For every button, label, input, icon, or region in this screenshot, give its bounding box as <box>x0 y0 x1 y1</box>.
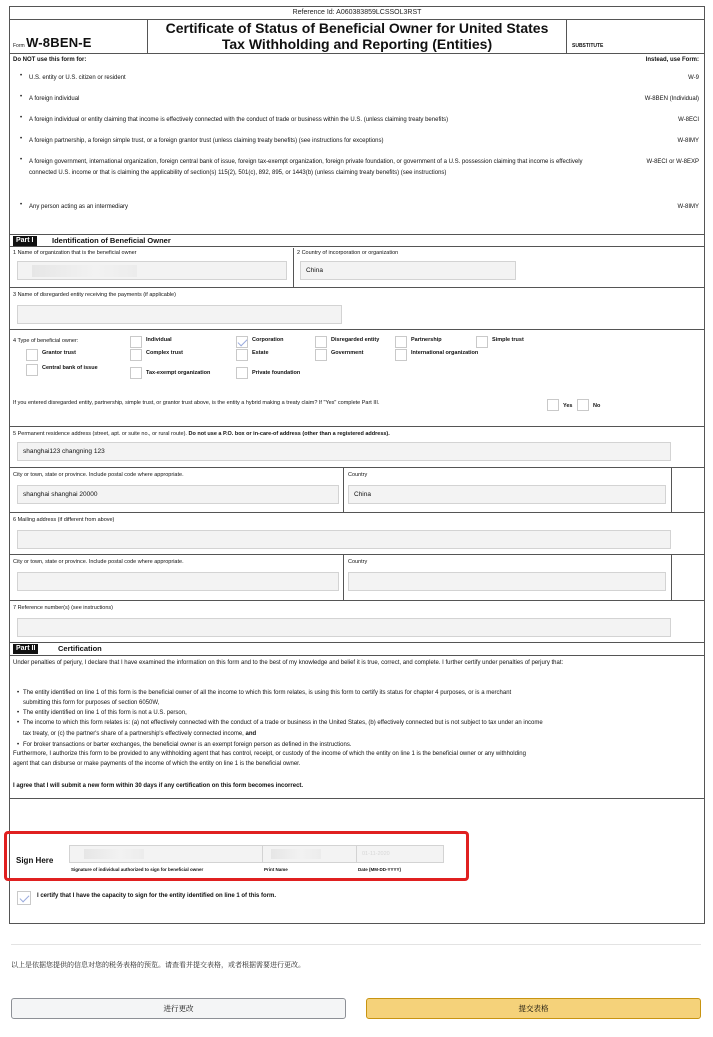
partnership-checkbox[interactable] <box>395 336 407 348</box>
instead-use-heading: Instead, use Form: <box>645 57 699 63</box>
substitute-cell <box>567 20 704 54</box>
mailing-address-field[interactable] <box>17 530 671 549</box>
line5-label: 5 Permanent residence address (street, apt. or suite no., or rural route). Do not use a P.O. box or in-care-of address (other than a registered address). <box>13 431 390 437</box>
form-header <box>10 20 704 54</box>
substitute-label: SUBSTITUTE <box>572 43 604 49</box>
line-6-city <box>10 555 704 601</box>
corporation-checkbox[interactable] <box>236 336 248 348</box>
edit-button[interactable]: 进行更改 <box>11 998 346 1019</box>
part2-header <box>10 643 704 656</box>
line4-label: 4 Type of beneficial owner: <box>13 338 79 344</box>
date-caption: Date (MM-DD-YYYY) <box>358 867 402 872</box>
city-label: City or town, state or province. Include postal code where appropriate. <box>13 472 184 478</box>
line1-label: 1 Name of organization that is the beneficial owner <box>13 250 137 256</box>
bullet-icon: • <box>20 136 23 142</box>
line-7 <box>10 601 704 643</box>
hybrid-question: If you entered disregarded entity, partnership, simple trust, or grantor trust above, is the entity a hybrid making a treaty claim? If "Yes" complete Part III. <box>13 400 380 406</box>
disregarded-entity-checkbox[interactable] <box>315 336 327 348</box>
line6-label: 6 Mailing address (if different from above) <box>13 517 115 523</box>
grantor-trust-checkbox[interactable] <box>26 349 38 361</box>
hybrid-no-checkbox[interactable] <box>577 399 589 411</box>
hybrid-yes-checkbox[interactable] <box>547 399 559 411</box>
part1-header <box>10 235 704 247</box>
estate-checkbox[interactable] <box>236 349 248 361</box>
part2-title: Certification <box>58 644 102 653</box>
simple-trust-checkbox[interactable] <box>476 336 488 348</box>
bullet-icon: • <box>20 157 23 163</box>
government-checkbox[interactable] <box>315 349 327 361</box>
organization-name-field[interactable] <box>17 261 287 280</box>
line-1-2 <box>10 248 704 288</box>
bullet-icon: • <box>17 710 20 716</box>
furthermore-a: Furthermore, I authorize this form to be provided to any withholding agent that has control, receipt, or custody of the income of which the entity on line 1 is the beneficial owner or any withholding <box>13 751 526 757</box>
bullet-icon: • <box>20 73 23 79</box>
mailing-city-field[interactable] <box>17 572 339 591</box>
country-field[interactable]: China <box>348 485 666 504</box>
line-5-city <box>10 468 704 513</box>
part2-label: Part II <box>13 644 38 654</box>
disregarded-entity-field[interactable] <box>17 305 342 324</box>
line-3 <box>10 288 704 330</box>
city-field[interactable]: shanghai shanghai 20000 <box>17 485 339 504</box>
furthermore-b: agent that can disburse or make payments of the income of which the entity on line 1 is the beneficial owner. <box>13 761 301 767</box>
line-5 <box>10 427 704 468</box>
country-of-incorporation-field[interactable]: China <box>300 261 516 280</box>
highlight-annotation <box>4 831 469 881</box>
checkmark-icon <box>238 337 248 347</box>
bullet-icon: • <box>17 720 20 726</box>
individual-checkbox[interactable] <box>130 336 142 348</box>
submit-button[interactable]: 提交表格 <box>366 998 701 1019</box>
part1-label: Part I <box>13 236 37 246</box>
country2-label: Country <box>348 559 368 565</box>
city2-label: City or town, state or province. Include postal code where appropriate. <box>13 559 184 565</box>
line3-label: 3 Name of disregarded entity receiving the payments (if applicable) <box>13 292 176 298</box>
sign-here-label: Sign Here <box>16 856 54 865</box>
capacity-statement: I certify that I have the capacity to sign for the entity identified on line 1 of this form. <box>37 893 277 899</box>
tax-exempt-checkbox[interactable] <box>130 367 142 379</box>
bullet-icon: • <box>17 690 20 696</box>
capacity-checkbox[interactable] <box>17 891 31 905</box>
form-prefix: Form <box>13 43 27 49</box>
bullet-icon: • <box>20 202 23 208</box>
reference-number-field[interactable] <box>17 618 671 637</box>
agree-statement: I agree that I will submit a new form within 30 days if any certification on this form becomes incorrect. <box>13 783 304 789</box>
form-title <box>148 20 567 54</box>
bullet-icon: • <box>20 115 23 121</box>
tax-form <box>9 6 705 924</box>
date-field[interactable]: 01-11-2020 <box>356 845 444 863</box>
do-not-use-section: Do NOT use this form for: Instead, use Form: • U.S. entity or U.S. citizen or resident W-9 • A foreign individual W-8BEN (Individual) • A foreign individual or entity claiming that income is effectively connected with the conduct of trade or business within the U.S. (unless claiming treaty benefits) W-8ECI • A foreign partnership, a foreign simple trust, or a foreign grantor trust (unless claiming treaty benefits) (see instructions for exceptions) W-8IMY • A foreign government, international organization, foreign central bank of issue, foreign tax-exempt organization, foreign private foundation, or government of a U.S. possession claiming that income is effectively connected U.S. income or that is claiming the applicability of section(s) 115(2), 501(c), 892, 895, or 1443(b) (unless claiming treaty benefits) (see instructions) W-8ECI or W-8EXP • Any person acting as an intermediary W-8IMY <box>10 54 704 235</box>
preview-notice: 以上是依据您提供的信息对您的税务表格的预览。请查看并提交表格，或者根据需要进行更改。 <box>11 962 305 969</box>
certification: Under penalties of perjury, I declare that I have examined the information on this form and to the best of my knowledge and belief it is true, correct, and complete. I further certify under penalties of perjury that: • The entity identified on line 1 of this form is the beneficial owner of all the income to which this form relates, is using this form to certify its status for chapter 4 purposes, or is a merchant submitting this form for purposes of section 6050W, • The entity identified on line 1 of this form is not a U.S. person, • The income to which this form relates is: (a) not effectively connected with the conduct of a trade or business in the United States, (b) effectively connected but is not subject to tax under an income tax treaty, or (c) the partner's share of a partnership's effectively connected income, and • For broker transactions or barter exchanges, the beneficial owner is an exempt foreign person as defined in the instructions. Furthermore, I authorize this form to be provided to any withholding agent that has control, receipt, or custody of the income of which the entity on line 1 is the beneficial owner or any withholding agent that can disburse or make payments of the income of which the entity on line 1 is the beneficial owner. I agree that I will submit a new form within 30 days if any certification on this form becomes incorrect. <box>10 658 704 908</box>
country-label: Country <box>348 472 368 478</box>
checkmark-icon <box>20 893 30 903</box>
complex-trust-checkbox[interactable] <box>130 349 142 361</box>
cert-intro: Under penalties of perjury, I declare that I have examined the information on this form and to the best of my knowledge and belief it is true, correct, and complete. I further certify under penalties of perjury that: <box>13 660 564 666</box>
international-organization-checkbox[interactable] <box>395 349 407 361</box>
reference-id: Reference Id: A060383859LCSSOL3RST <box>10 7 704 20</box>
form-number: W-8BEN-E <box>26 35 92 50</box>
line7-label: 7 Reference number(s) (see instructions) <box>13 605 113 611</box>
print-name-caption: Print Name <box>264 867 288 872</box>
form-title-line1: Certificate of Status of Beneficial Owner for United States <box>165 20 549 36</box>
bullet-icon: • <box>17 742 20 748</box>
redacted-name <box>32 265 137 277</box>
central-bank-checkbox[interactable] <box>26 364 38 376</box>
bullet-icon: • <box>20 94 23 100</box>
form-number-cell <box>10 20 148 54</box>
line2-label: 2 Country of incorporation or organization <box>297 250 399 256</box>
form-title-line2: Tax Withholding and Reporting (Entities) <box>221 36 493 52</box>
do-not-use-heading: Do NOT use this form for: <box>13 57 87 63</box>
mailing-country-field[interactable] <box>348 572 666 591</box>
permanent-address-field[interactable]: shanghai123 changning 123 <box>17 442 671 461</box>
line-6 <box>10 513 704 555</box>
part1-title: Identification of Beneficial Owner <box>52 236 171 245</box>
private-foundation-checkbox[interactable] <box>236 367 248 379</box>
signature-caption: Signature of individual authorized to sign for beneficial owner <box>71 867 204 872</box>
line-4: 4 Type of beneficial owner: Individual Corporation Disregarded entity Partnership Simple trust Grantor trust Complex trust Estate Government International organization Central bank of issue Tax-exempt organization Private foundation If you entered disregarded entity, partnership, simple trust, or grantor trust above, is the entity a hybrid making a treaty claim? If "Yes" complete Part III. Yes No <box>10 330 704 427</box>
